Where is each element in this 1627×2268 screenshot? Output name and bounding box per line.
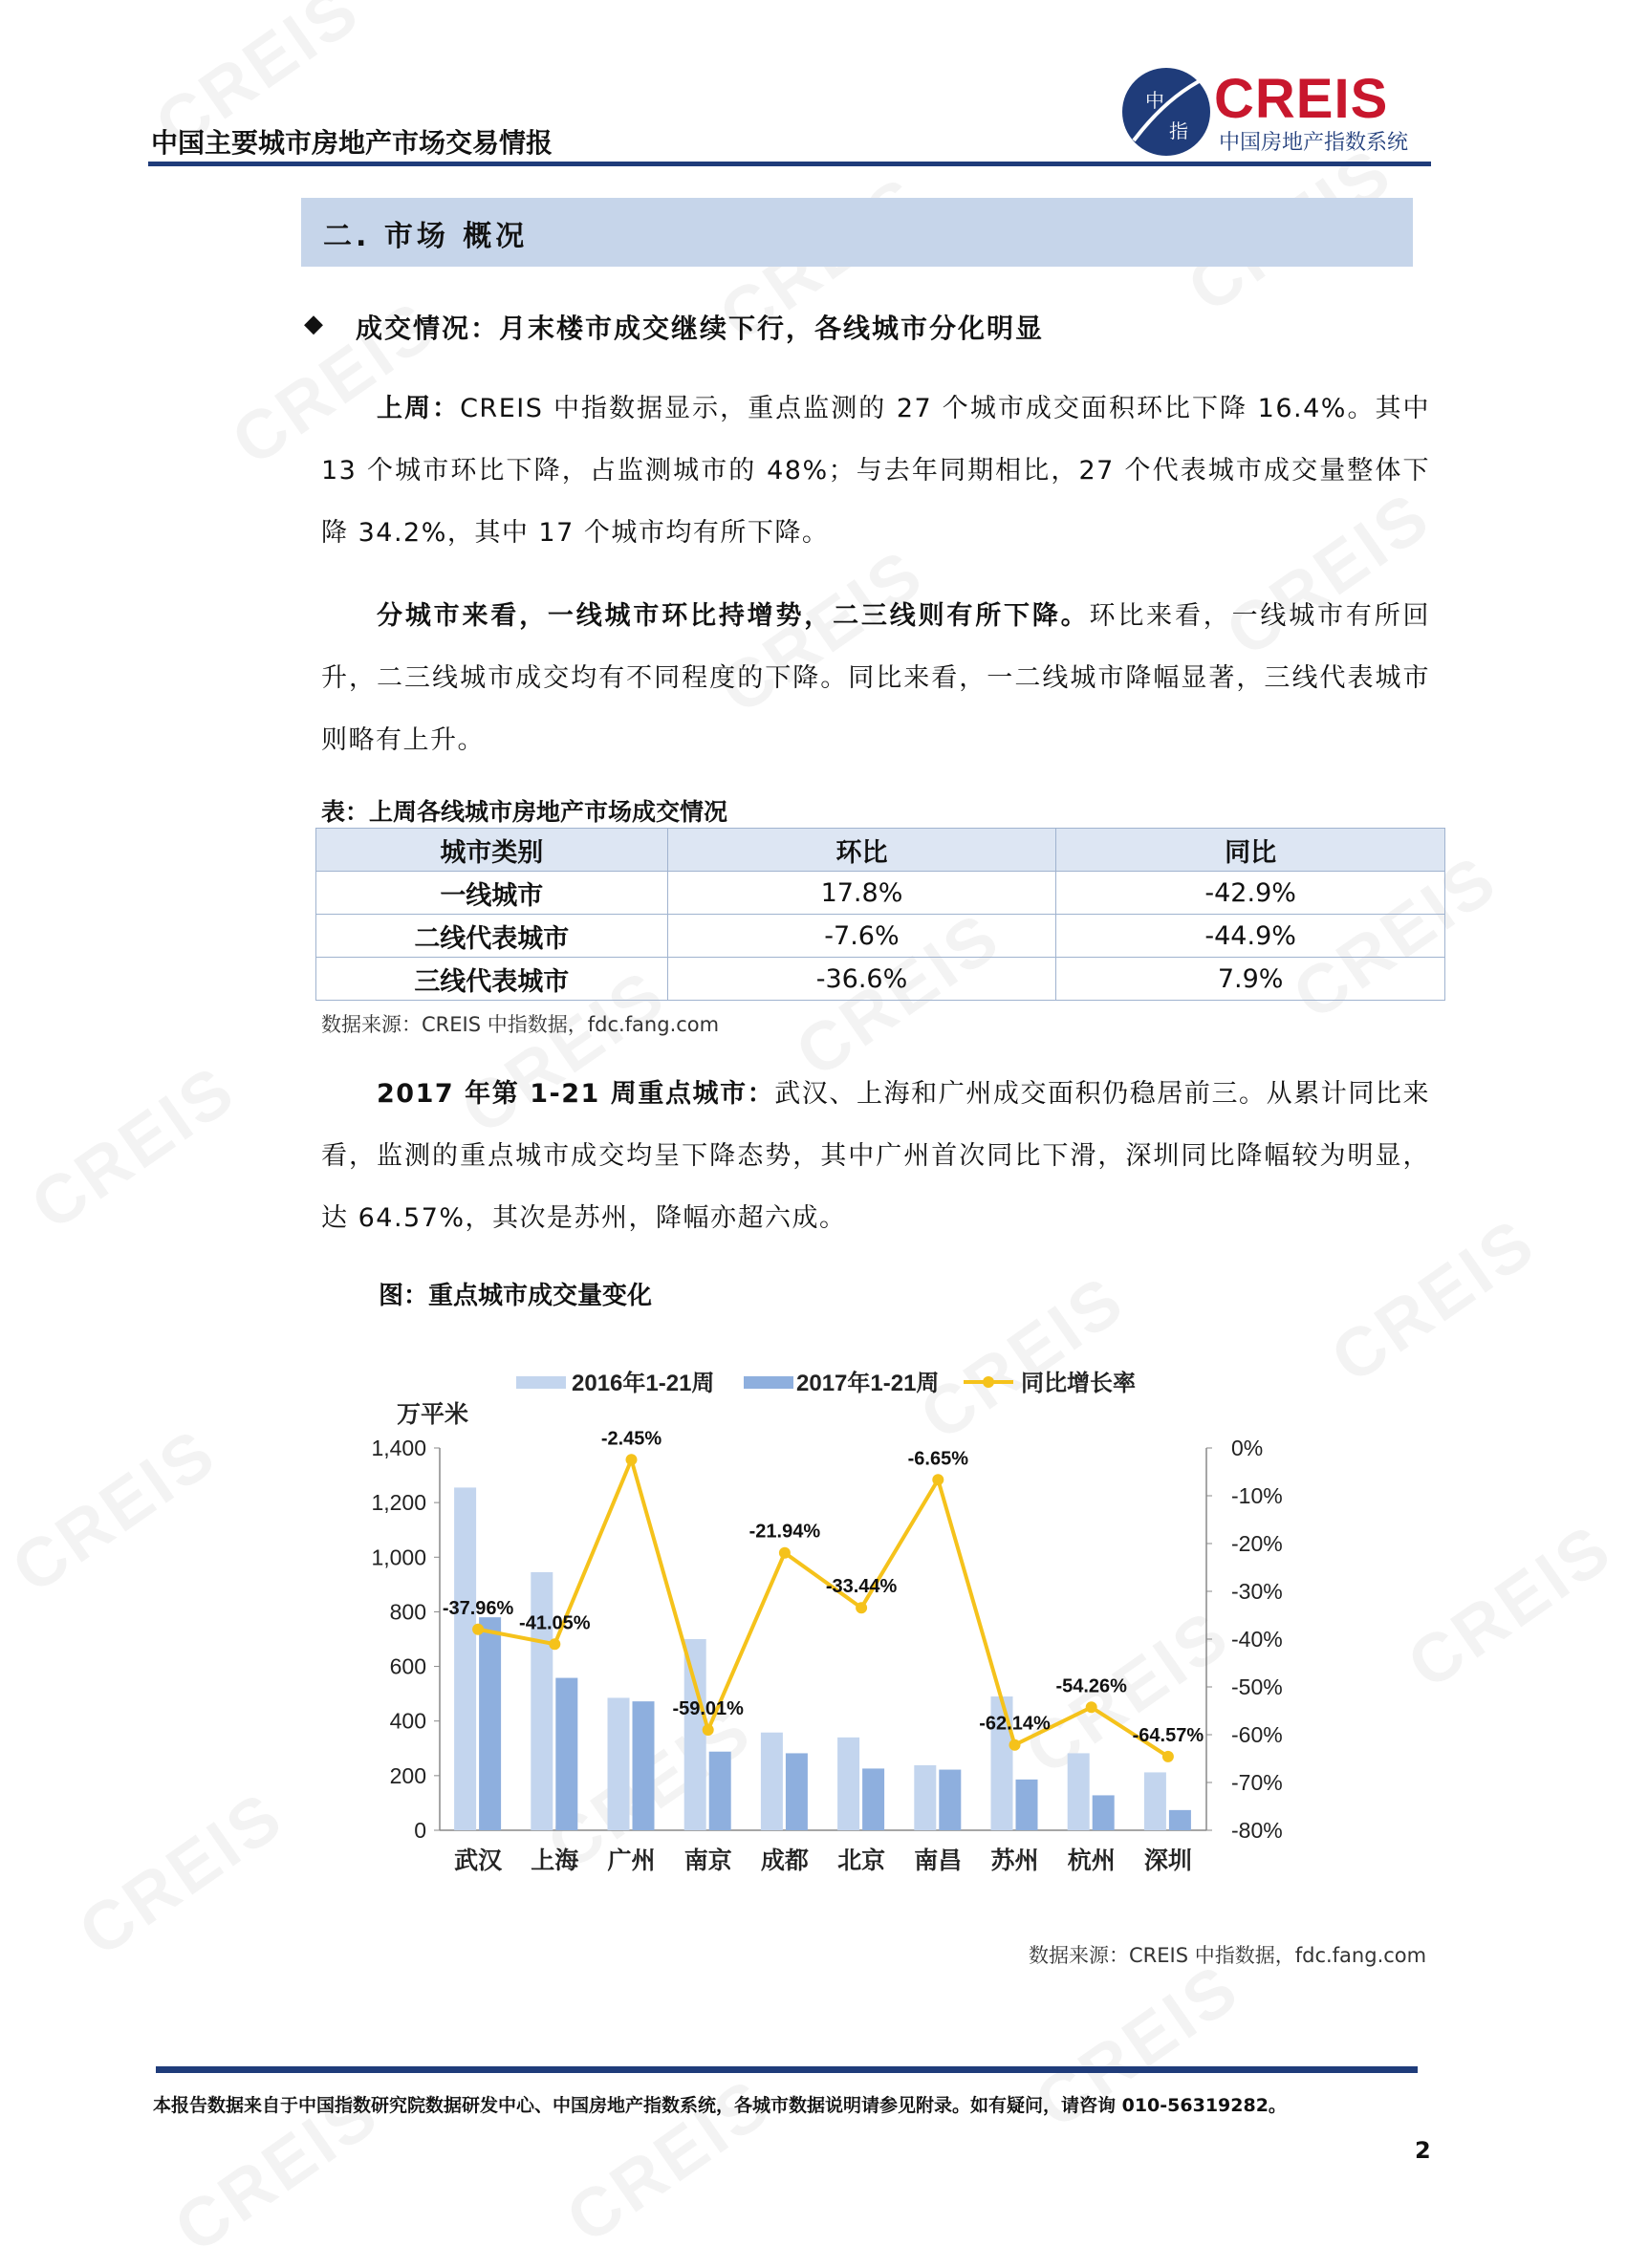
- right-tick-label: -20%: [1231, 1531, 1283, 1556]
- watermark: [65, 1777, 298, 1973]
- right-tick-label: -40%: [1231, 1627, 1283, 1652]
- cell-category: 一线城市: [316, 872, 668, 915]
- left-tick-label: 0: [414, 1818, 426, 1843]
- yoy-data-label: -33.44%: [825, 1576, 898, 1598]
- bar-2016: [914, 1765, 936, 1830]
- yoy-data-label: -62.14%: [979, 1713, 1051, 1735]
- logo-glyph-zhi: 指: [1169, 119, 1188, 142]
- x-tick-label: 深圳: [1143, 1847, 1192, 1874]
- yoy-point: [1162, 1751, 1174, 1762]
- bar-2016: [837, 1738, 859, 1830]
- yoy-point: [472, 1624, 484, 1635]
- yoy-point: [932, 1474, 944, 1485]
- legend-label-yoy: 同比增长率: [1021, 1371, 1136, 1396]
- logo-wordmark: CREIS: [1214, 68, 1389, 130]
- table-row: [316, 915, 1445, 958]
- paragraph-lead: 2017 年第 1-21 周重点城市：: [377, 1079, 775, 1109]
- paragraph-by-city-tier: [321, 585, 1430, 771]
- yoy-point: [779, 1547, 791, 1559]
- left-tick-label: 1,200: [371, 1490, 426, 1516]
- table-caption: 表：上周各线城市房地产市场成交情况: [321, 798, 728, 826]
- bar-2016: [1144, 1772, 1166, 1830]
- figure-caption: 图：重点城市成交量变化: [379, 1282, 653, 1310]
- bar-2017: [1016, 1780, 1038, 1830]
- right-tick-label: 0%: [1231, 1436, 1264, 1460]
- cell-category: 二线代表城市: [316, 915, 668, 958]
- yoy-point: [1009, 1739, 1021, 1751]
- chart-container: [315, 1348, 1283, 1892]
- legend-label-2016: 2016年1-21周: [572, 1371, 715, 1396]
- yoy-data-label: -6.65%: [907, 1448, 968, 1470]
- left-tick-label: 400: [389, 1708, 426, 1734]
- paragraph-lead: 上周：: [377, 394, 461, 423]
- yoy-point: [1086, 1701, 1097, 1713]
- cell-mom: 17.8%: [667, 872, 1056, 915]
- watermark: [0, 1414, 231, 1609]
- bar-2017: [862, 1768, 884, 1830]
- column-header: 城市类别: [316, 829, 668, 872]
- left-tick-label: 600: [389, 1653, 426, 1679]
- table-header-row: [316, 829, 1445, 872]
- yoy-data-label: -64.57%: [1132, 1724, 1204, 1746]
- footer-divider: [156, 2066, 1418, 2073]
- watermark: [1394, 1509, 1627, 1705]
- table-source: 数据来源：CREIS 中指数据，fdc.fang.com: [321, 1013, 720, 1036]
- x-tick-label: 广州: [607, 1847, 656, 1874]
- yoy-data-label: -59.01%: [672, 1698, 744, 1720]
- x-tick-label: 南昌: [914, 1847, 963, 1874]
- bar-2016: [454, 1487, 476, 1830]
- legend-swatch-2016: [516, 1376, 566, 1389]
- logo-subtitle: 中国房地产指数系统: [1219, 131, 1409, 155]
- bar-2017: [479, 1617, 501, 1830]
- legend-marker-yoy: [983, 1376, 994, 1388]
- yoy-point: [626, 1454, 638, 1465]
- column-header: 同比: [1056, 829, 1445, 872]
- yoy-data-label: -37.96%: [442, 1597, 514, 1619]
- diamond-bullet-icon: ◆: [304, 310, 323, 338]
- bar-2017: [939, 1770, 961, 1830]
- x-tick-label: 杭州: [1067, 1847, 1116, 1874]
- x-tick-label: 上海: [531, 1847, 579, 1874]
- paragraph-body: 武汉、上海和广州成交面积仍稳居前三。从累计同比来看，监测的重点城市成交均呈下降态势，其中广州首次同比下滑，深圳同比降幅较为明显，达 64.57%，其次是苏州，降幅亦超六成。: [321, 1079, 1430, 1233]
- paragraph-lead: 分城市来看，一线城市环比持增势，二三线则有所下降。: [377, 601, 1090, 631]
- x-tick-label: 成都: [760, 1847, 809, 1874]
- column-header: 环比: [667, 829, 1056, 872]
- paragraph-key-cities: [321, 1063, 1430, 1249]
- bar-2016: [684, 1639, 706, 1830]
- right-tick-label: -50%: [1231, 1674, 1283, 1699]
- bar-2016: [761, 1733, 783, 1830]
- paragraph-body: CREIS 中指数据显示，重点监测的 27 个城市成交面积环比下降 16.4%。其中 13 个城市环比下降，占监测城市的 48%；与去年同期相比，27 个代表城市成交量整体下降 34.2%，其中 17 个城市均有所下降。: [321, 394, 1431, 548]
- cell-yoy: -44.9%: [1056, 915, 1445, 958]
- right-tick-label: -60%: [1231, 1722, 1283, 1747]
- table-row: [316, 872, 1445, 915]
- x-tick-label: 南京: [683, 1847, 732, 1874]
- right-tick-label: -30%: [1231, 1579, 1283, 1604]
- watermark: [17, 1050, 250, 1246]
- cell-category: 三线代表城市: [316, 958, 668, 1001]
- left-tick-label: 200: [389, 1762, 426, 1788]
- city-tier-table: [315, 828, 1445, 1001]
- bar-2017: [1169, 1810, 1191, 1830]
- bar-2017: [555, 1678, 577, 1830]
- paragraph-last-week: [321, 378, 1430, 564]
- bar-2016: [1068, 1753, 1090, 1830]
- footer-note: 本报告数据来自于中国指数研究院数据研发中心、中国房地产指数系统，各城市数据说明请参见附录。如有疑问，请咨询 010-56319282。: [153, 2095, 1287, 2116]
- legend-swatch-2017: [744, 1376, 793, 1389]
- cell-mom: -36.6%: [667, 958, 1056, 1001]
- yoy-data-label: -41.05%: [519, 1612, 591, 1634]
- x-tick-label: 苏州: [990, 1847, 1039, 1874]
- yoy-point: [856, 1602, 867, 1613]
- x-tick-label: 北京: [837, 1847, 886, 1874]
- bar-2017: [1093, 1795, 1115, 1830]
- right-tick-label: -10%: [1231, 1483, 1283, 1508]
- sub-heading: 成交情况：月末楼市成交继续下行，各线城市分化明显: [356, 313, 1045, 344]
- left-tick-label: 1,400: [371, 1436, 426, 1460]
- page-number: 2: [1415, 2137, 1431, 2164]
- right-tick-label: -70%: [1231, 1770, 1283, 1795]
- table-row: [316, 958, 1445, 1001]
- left-tick-label: 1,000: [371, 1544, 426, 1570]
- yoy-point: [703, 1724, 714, 1736]
- cell-yoy: -42.9%: [1056, 872, 1445, 915]
- bar-2017: [709, 1752, 731, 1830]
- yoy-line: [478, 1459, 1168, 1757]
- yoy-data-label: -54.26%: [1055, 1675, 1127, 1697]
- document-header-title: 中国主要城市房地产市场交易情报: [151, 127, 553, 159]
- bar-2016: [531, 1572, 553, 1830]
- cell-yoy: 7.9%: [1056, 958, 1445, 1001]
- bar-2017: [786, 1753, 808, 1830]
- x-tick-label: 武汉: [454, 1847, 503, 1874]
- chart-svg: [315, 1348, 1283, 1892]
- right-tick-label: -80%: [1231, 1818, 1283, 1843]
- left-tick-label: 800: [389, 1599, 426, 1625]
- bar-2017: [633, 1701, 655, 1830]
- legend-label-2017: 2017年1-21周: [796, 1371, 940, 1396]
- yoy-data-label: -21.94%: [748, 1521, 821, 1543]
- bar-2016: [608, 1697, 630, 1830]
- logo-glyph-zhong: 中: [1145, 89, 1164, 112]
- paragraph-body: 环比来看，一线城市有所回升，二三线城市成交均有不同程度的下降。同比来看，一二线城市降幅显著，三线代表城市则略有上升。: [321, 601, 1431, 755]
- yoy-data-label: -2.45%: [600, 1428, 662, 1450]
- section-title: 二. 市场 概况: [323, 220, 529, 253]
- y-axis-label: 万平米: [397, 1401, 469, 1428]
- cell-mom: -7.6%: [667, 915, 1056, 958]
- yoy-point: [549, 1638, 560, 1650]
- chart-source: 数据来源：CREIS 中指数据，fdc.fang.com: [1029, 1944, 1427, 1967]
